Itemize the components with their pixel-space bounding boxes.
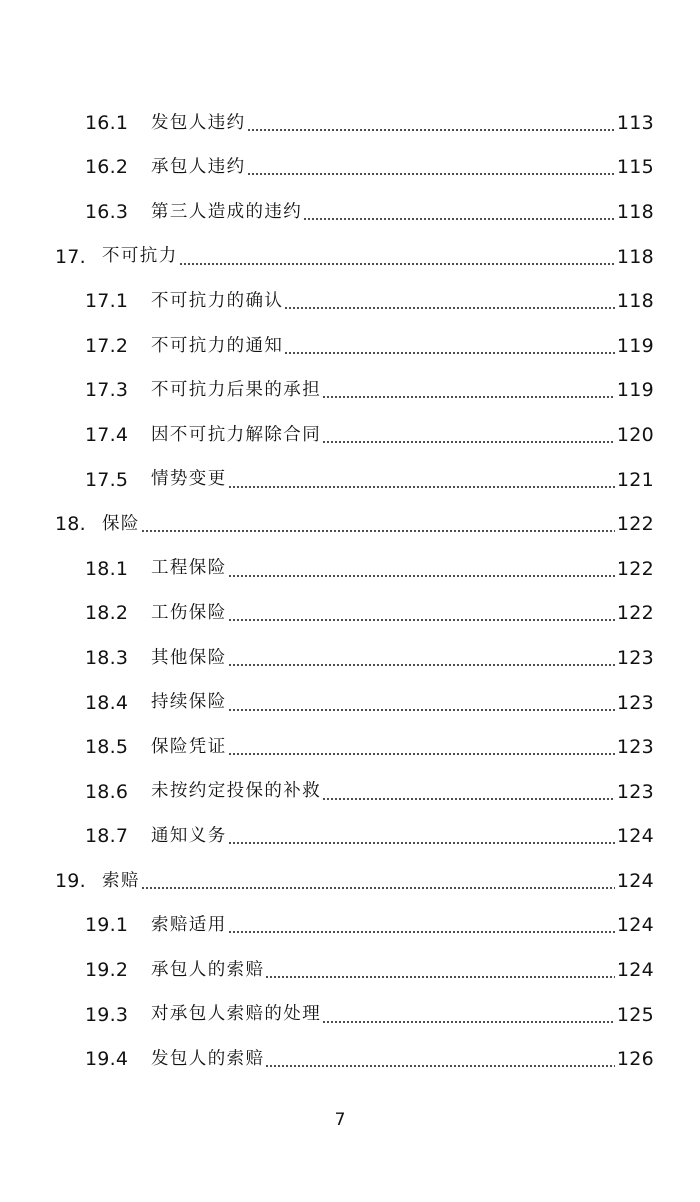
toc-entry-page: 122 (616, 557, 654, 580)
toc-entry-page: 123 (616, 780, 654, 803)
toc-section-entry[interactable] (0, 458, 700, 503)
toc-entry-page: 122 (616, 602, 654, 625)
toc-entry-number: 18.4 (85, 691, 129, 714)
toc-chapter-entry[interactable] (0, 502, 700, 547)
toc-entry-title: 未按约定投保的补救 (151, 781, 322, 802)
dot-leader (322, 381, 615, 400)
toc-entry-title: 保险 (102, 513, 140, 534)
toc-entry-page: 124 (616, 914, 654, 937)
dot-leader (228, 827, 615, 846)
toc-section-entry[interactable] (0, 725, 700, 770)
toc-entry-title: 承包人的索赔 (151, 959, 265, 980)
toc-entry-number: 17.2 (85, 334, 129, 357)
toc-section-entry[interactable] (0, 369, 700, 414)
toc-entry-page: 124 (616, 825, 654, 848)
toc-entry-page: 121 (616, 468, 654, 491)
toc-section-entry[interactable] (0, 1037, 700, 1082)
toc-section-entry[interactable] (0, 146, 700, 191)
toc-section-entry[interactable] (0, 681, 700, 726)
toc-entry-title: 保险凭证 (151, 736, 227, 757)
toc-entry-title: 发包人的索赔 (151, 1049, 265, 1070)
toc-entry-page: 115 (616, 156, 654, 179)
toc-section-entry[interactable] (0, 547, 700, 592)
toc-entry-title: 因不可抗力解除合同 (151, 424, 322, 445)
dot-leader (247, 158, 615, 177)
toc-entry-page: 123 (616, 646, 654, 669)
toc-section-entry[interactable] (0, 413, 700, 458)
toc-entry-title: 承包人违约 (151, 157, 246, 178)
dot-leader (284, 292, 615, 311)
toc-entry-title: 持续保险 (151, 692, 227, 713)
dot-leader (228, 471, 615, 490)
toc-section-entry[interactable] (0, 279, 700, 324)
toc-entry-number: 19.4 (85, 1048, 129, 1071)
toc-section-entry[interactable] (0, 770, 700, 815)
toc-entry-page: 119 (616, 334, 654, 357)
toc-entry-title: 索赔 (102, 870, 140, 891)
toc-entry-number: 16.2 (85, 156, 129, 179)
toc-section-entry[interactable] (0, 101, 700, 146)
toc-entry-number: 17. (55, 245, 86, 268)
toc-entry-page: 125 (616, 1003, 654, 1026)
toc-section-entry[interactable] (0, 948, 700, 993)
dot-leader (228, 604, 615, 623)
dot-leader (228, 738, 615, 757)
toc-entry-number: 19.3 (85, 1003, 129, 1026)
toc-section-entry[interactable] (0, 815, 700, 860)
dot-leader (141, 515, 615, 534)
toc-entry-number: 18.6 (85, 780, 129, 803)
toc-entry-page: 126 (616, 1048, 654, 1071)
table-of-contents (0, 101, 700, 1082)
dot-leader (265, 1050, 614, 1069)
toc-chapter-entry[interactable] (0, 859, 700, 904)
toc-entry-title: 不可抗力 (102, 246, 178, 267)
dot-leader (284, 337, 615, 356)
toc-section-entry[interactable] (0, 324, 700, 369)
dot-leader (228, 694, 615, 713)
toc-entry-number: 19.2 (85, 959, 129, 982)
toc-entry-number: 17.5 (85, 468, 129, 491)
toc-section-entry[interactable] (0, 636, 700, 681)
toc-section-entry[interactable] (0, 993, 700, 1038)
toc-entry-number: 16.1 (85, 111, 129, 134)
toc-entry-number: 17.3 (85, 379, 129, 402)
toc-entry-page: 123 (616, 691, 654, 714)
toc-entry-page: 119 (616, 379, 654, 402)
toc-section-entry[interactable] (0, 190, 700, 235)
toc-entry-title: 不可抗力后果的承担 (151, 380, 322, 401)
toc-entry-page: 118 (616, 290, 654, 313)
toc-entry-number: 18.5 (85, 736, 129, 759)
dot-leader (322, 426, 615, 445)
dot-leader (228, 916, 615, 935)
toc-entry-page: 124 (616, 959, 654, 982)
toc-section-entry[interactable] (0, 904, 700, 949)
toc-entry-number: 18.2 (85, 602, 129, 625)
toc-entry-number: 18.3 (85, 646, 129, 669)
toc-entry-number: 17.4 (85, 423, 129, 446)
page-number: 7 (334, 1110, 346, 1130)
toc-entry-title: 其他保险 (151, 647, 227, 668)
toc-entry-title: 索赔适用 (151, 915, 227, 936)
toc-entry-title: 工程保险 (151, 558, 227, 579)
toc-entry-title: 对承包人索赔的处理 (151, 1004, 322, 1025)
toc-entry-page: 118 (616, 200, 654, 223)
toc-entry-page: 124 (616, 869, 654, 892)
toc-entry-number: 19. (55, 869, 86, 892)
toc-entry-page: 123 (616, 736, 654, 759)
toc-entry-number: 17.1 (85, 290, 129, 313)
toc-entry-title: 工伤保险 (151, 603, 227, 624)
toc-entry-page: 118 (616, 245, 654, 268)
toc-chapter-entry[interactable] (0, 235, 700, 280)
dot-leader (322, 1006, 615, 1025)
toc-entry-number: 19.1 (85, 914, 129, 937)
dot-leader (265, 961, 614, 980)
toc-entry-title: 通知义务 (151, 826, 227, 847)
dot-leader (322, 783, 615, 802)
dot-leader (228, 560, 615, 579)
toc-entry-number: 18.7 (85, 825, 129, 848)
toc-entry-title: 情势变更 (151, 469, 227, 490)
toc-entry-title: 不可抗力的通知 (151, 335, 284, 356)
dot-leader (303, 203, 615, 222)
toc-entry-page: 120 (616, 423, 654, 446)
toc-entry-title: 第三人造成的违约 (151, 201, 303, 222)
toc-entry-number: 18.1 (85, 557, 129, 580)
toc-entry-number: 18. (55, 513, 86, 536)
dot-leader (179, 248, 615, 267)
dot-leader (247, 114, 615, 133)
toc-entry-page: 113 (616, 111, 654, 134)
toc-entry-number: 16.3 (85, 200, 129, 223)
toc-entry-page: 122 (616, 513, 654, 536)
dot-leader (228, 649, 615, 668)
toc-section-entry[interactable] (0, 592, 700, 637)
toc-entry-title: 不可抗力的确认 (151, 290, 284, 311)
dot-leader (141, 872, 615, 891)
toc-entry-title: 发包人违约 (151, 112, 246, 133)
